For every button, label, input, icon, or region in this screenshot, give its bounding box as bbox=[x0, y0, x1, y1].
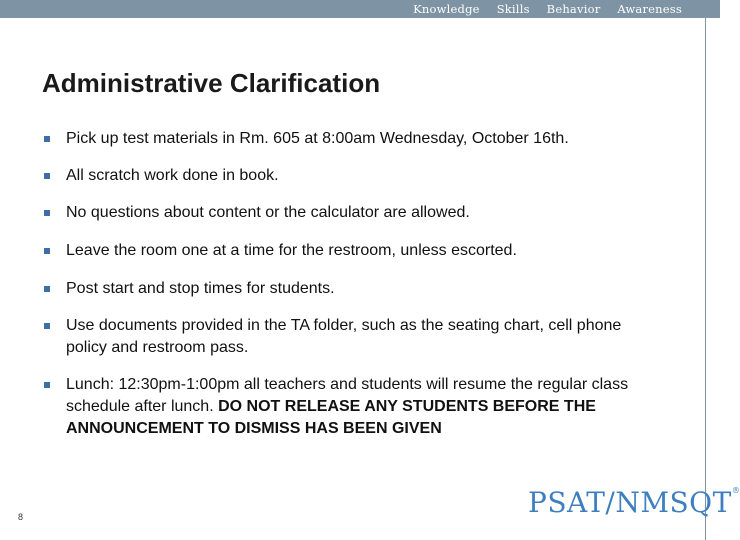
page-number: 8 bbox=[18, 512, 24, 522]
bullet-text: Pick up test materials in Rm. 605 at 8:00am Wednesday, October 16th. bbox=[66, 130, 569, 147]
bullet-item bbox=[42, 374, 682, 440]
bullet-marker-icon bbox=[44, 382, 50, 388]
nav-item-knowledge[interactable]: Knowledge bbox=[413, 2, 480, 16]
right-border-rule bbox=[705, 18, 706, 540]
slide-title: Administrative Clarification bbox=[42, 68, 381, 98]
nav-item-skills[interactable]: Skills bbox=[496, 2, 530, 16]
bullet-marker-icon bbox=[44, 173, 50, 179]
nav-item-awareness[interactable]: Awareness bbox=[617, 2, 682, 16]
nav-item-behavior[interactable]: Behavior bbox=[546, 2, 601, 16]
bullet-item bbox=[42, 315, 682, 359]
bullet-text: Post start and stop times for students. bbox=[66, 280, 335, 297]
bullet-marker-icon bbox=[44, 323, 50, 329]
bullet-text: Leave the room one at a time for the restroom, unless escorted. bbox=[66, 242, 517, 259]
bullet-item bbox=[42, 240, 682, 262]
bullet-marker-icon bbox=[44, 210, 50, 216]
top-nav-bar bbox=[0, 0, 720, 18]
bullet-item bbox=[42, 278, 682, 300]
bullet-text bbox=[66, 374, 676, 440]
bullet-marker-icon bbox=[44, 248, 50, 254]
logo-text: PSAT/NMSQT bbox=[528, 486, 732, 519]
bullet-marker-icon bbox=[44, 286, 50, 292]
bullet-item bbox=[42, 165, 682, 187]
psat-nmsqt-logo bbox=[528, 486, 740, 519]
bullet-text: All scratch work done in book. bbox=[66, 167, 279, 184]
bullet-text: Use documents provided in the TA folder, such as the seating chart, cell phone policy and restroom pass. bbox=[66, 317, 622, 356]
bullet-item bbox=[42, 128, 682, 150]
bullet-item bbox=[42, 202, 682, 224]
bullet-list bbox=[42, 128, 682, 440]
bullet-text: No questions about content or the calculator are allowed. bbox=[66, 204, 470, 221]
lunch-text: Lunch: 12:30pm-1:00pm all teachers and students will resume the regular class schedule after lunch. bbox=[66, 376, 629, 415]
registered-mark: ® bbox=[731, 486, 740, 495]
dismissal-notice: DO NOT RELEASE ANY STUDENTS BEFORE THE ANNOUNCEMENT TO DISMISS HAS BEEN GIVEN bbox=[66, 398, 596, 437]
bullet-marker-icon bbox=[44, 136, 50, 142]
section-nav bbox=[413, 2, 682, 16]
